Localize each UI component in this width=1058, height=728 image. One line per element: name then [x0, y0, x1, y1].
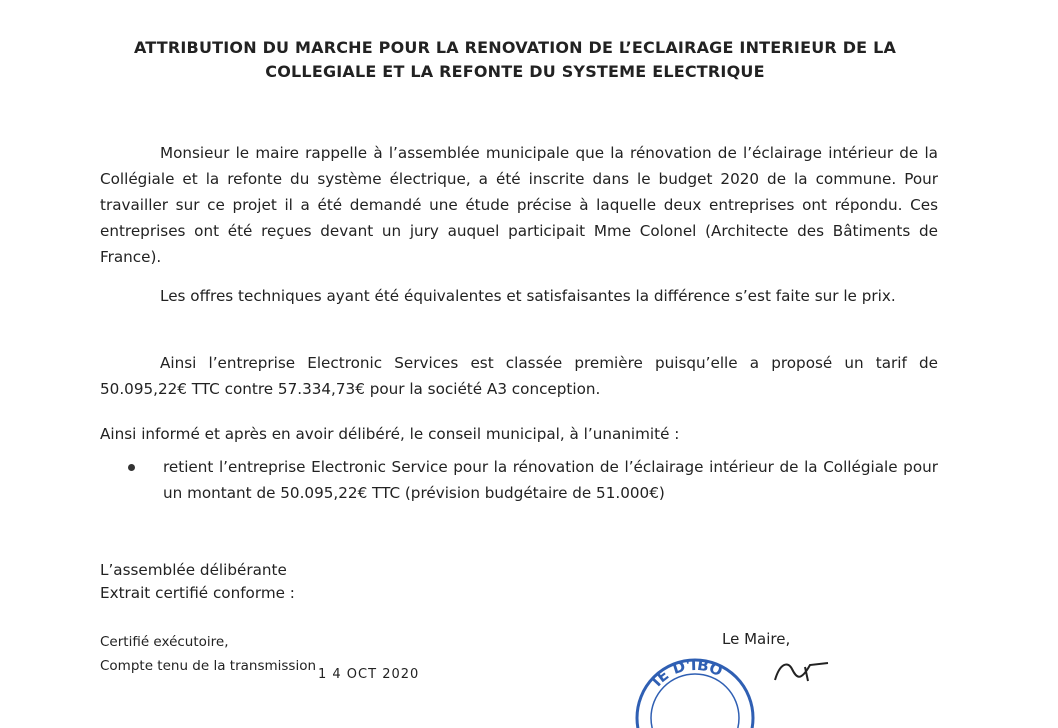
- paragraph-rappel: Monsieur le maire rappelle à l’assemblée municipale que la rénovation de l’éclairage intérieur de la Collégiale et la refonte du système électrique, a été inscrite dans le budget 2020 de la commune. Pour travailler sur ce projet il a été demandé une étude précise à laquelle deux entreprises ont répondu. Ces entreprises ont été reçues devant un jury auquel participait Mme Colonel (Architecte des Bâtiments de France).: [100, 144, 938, 266]
- decision-text: retient l’entreprise Electronic Service pour la rénovation de l’éclairage intérieur de la Collégiale pour un montant de 50.095,22€ TTC (prévision budgétaire de 51.000€): [163, 458, 938, 502]
- maire-label: Le Maire,: [722, 630, 791, 648]
- document-title-line-2: COLLEGIALE ET LA REFONTE DU SYSTEME ELECTRIQUE: [265, 62, 765, 81]
- paragraph-offres: Les offres techniques ayant été équivalentes et satisfaisantes la différence s’est faite sur le prix.: [160, 287, 896, 305]
- paragraph-classement: Ainsi l’entreprise Electronic Services est classée première puisqu’elle a proposé un tarif de 50.095,22€ TTC contre 57.334,73€ pour la société A3 conception.: [100, 354, 938, 398]
- transmission-label: Compte tenu de la transmission: [100, 658, 317, 674]
- certifie-label: Certifié exécutoire,: [100, 634, 229, 650]
- bullet-icon: [128, 464, 135, 471]
- signature-icon: [770, 655, 840, 685]
- paragraph-deliberation: Ainsi informé et après en avoir délibéré, le conseil municipal, à l’unanimité :: [100, 425, 680, 443]
- document-title-line-1: ATTRIBUTION DU MARCHE POUR LA RENOVATION DE L’ECLAIRAGE INTERIEUR DE LA: [133, 38, 897, 57]
- stamp-text: IE D'IBO: [647, 655, 726, 691]
- mairie-stamp-icon: [630, 648, 760, 728]
- assemblee-label: L’assemblée délibérante: [100, 561, 287, 579]
- transmission-date-stamp: 1 4 OCT 2020: [318, 667, 420, 682]
- extrait-label: Extrait certifié conforme :: [100, 584, 295, 602]
- svg-text:IE D'IBO: [648, 656, 726, 690]
